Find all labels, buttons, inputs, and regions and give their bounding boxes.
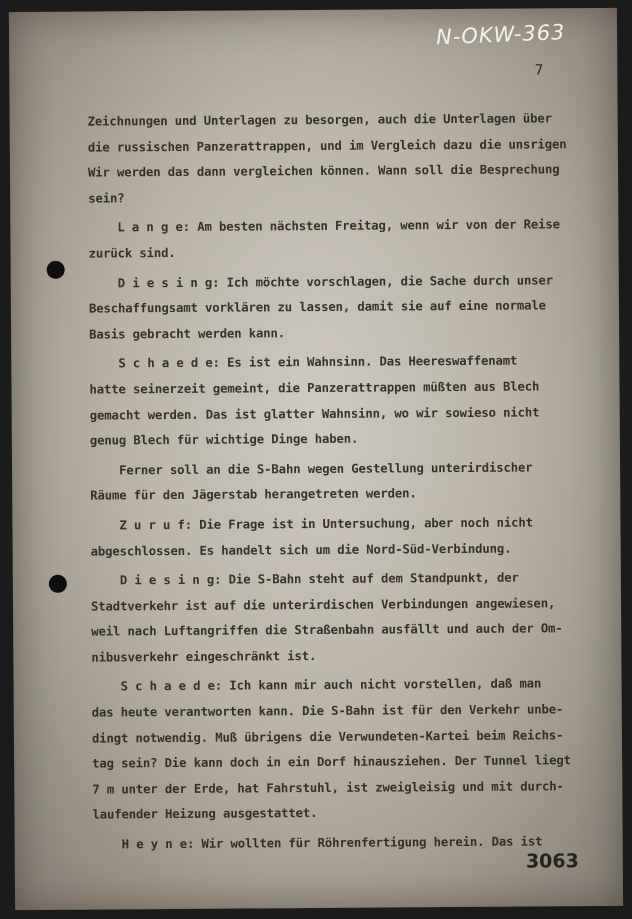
text-line: das heute verantworten kann. Die S-Bahn ist für den Verkehr unbe- [91,702,564,720]
text-line: Z u r u f: Die Frage ist in Untersuchung, aber noch nicht [90,515,533,533]
text-line: gemacht werden. Das ist glatter Wahnsinn, wo wir sowieso nicht [89,404,540,423]
text-line: Basis gebracht werden kann. [89,325,286,342]
text-line: H e y n e: Wir wollten für Röhrenfertigung herein. Das ist [92,834,543,852]
text-line: S c h a e d e: Es ist ein Wahnsinn. Das Heereswaffenamt [89,353,518,371]
text-line: D i e s i n g: Die S-Bahn steht auf dem Standpunkt, der [90,570,519,588]
text-line: Räume für den Jägerstab herangetreten werden. [90,486,417,503]
text-line: Zeichnungen und Unterlagen zu besorgen, auch die Unterlagen über [87,111,552,129]
text-line: Beschaffungsamt vorklären zu lassen, damit sie auf eine normale [88,298,546,316]
punch-hole-bottom [49,575,67,593]
text-line: dingt notwendig. Muß übrigens die Verwundeten-Kartei beim Reichs- [91,727,564,746]
text-line: die russischen Panzerattrappen, und im Vergleich dazu die unsrigen [87,136,567,155]
text-line: genug Blech für wichtige Dinge haben. [89,431,359,448]
text-line: abgeschlossen. Es handelt sich um die Nord-Süd-Verbindung. [90,541,512,559]
document-page [9,8,623,910]
text-line: L a n g e: Am besten nächsten Freitag, wenn wir von der Reise [88,217,560,235]
text-line: zurück sind. [88,245,176,261]
text-line: S c h a e d e: Ich kann mir auch nicht vorstellen, daß man [91,676,542,695]
punch-hole-top [47,261,65,279]
text-line: D i e s i n g: Ich möchte vorschlagen, die Sache durch unser [88,272,554,291]
text-line: laufender Heizung ausgestattet. [92,806,318,823]
text-line: Wir werden das dann vergleichen können. Wann soll die Besprechung [87,162,560,180]
document-number: 3063 [525,850,579,873]
text-line: weil nach Luftangriffen die Straßenbahn ausfällt und auch der Om- [91,621,563,639]
text-line: Stadtverkehr ist auf die unterirdischen Verbindungen angewiesen, [90,596,556,614]
text-line: sein? [88,191,125,206]
text-line: hatte seinerzeit gemeint, die Panzerattrappen müßten aus Blech [89,379,540,397]
page-number: 7 [534,62,544,79]
text-line: Ferner soll an die S-Bahn wegen Gestellung unterirdischer [90,460,533,478]
text-line: 7 m unter der Erde, hat Fahrstuhl, ist zweigleisig und mit durch- [92,779,564,797]
text-line: tag sein? Die kann doch in ein Dorf hinausziehen. Der Tunnel liegt [92,753,571,771]
archive-stamp: N-OKW-363 [435,20,566,50]
text-line: nibusverkehr eingeschränkt ist. [91,648,317,665]
document-body [88,106,605,858]
